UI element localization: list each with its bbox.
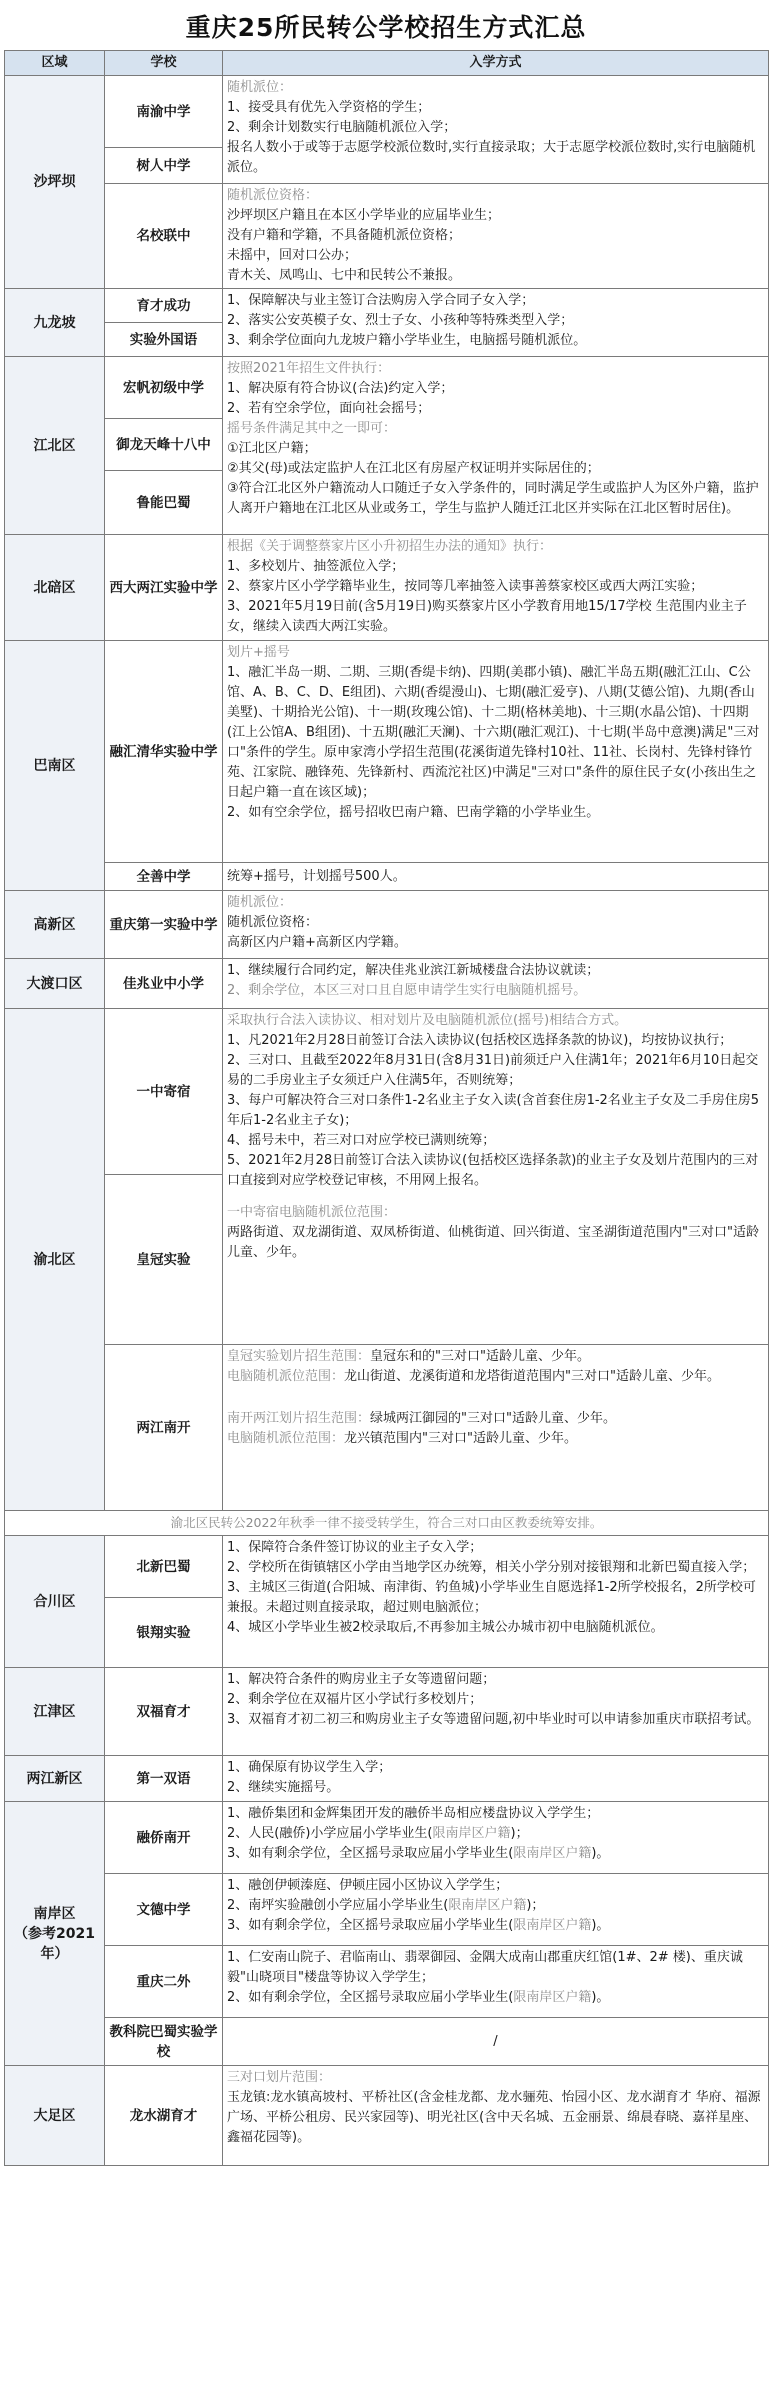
method-cell bbox=[223, 1874, 769, 1946]
region-label: 南岸区 bbox=[33, 1905, 76, 1922]
school-cell: 双福育才 bbox=[105, 1668, 223, 1756]
method-line: 3、每户可解决符合三对口条件1-2名业主子女入读(含首套住房1-2名业主子女及二手房住房5年后1-2名业主子女)； bbox=[227, 1093, 760, 1128]
method-line: 4、摇号未中，若三对口对应学校已满则统筹； bbox=[227, 1133, 496, 1148]
method-line: 一中寄宿电脑随机派位范围： bbox=[227, 1205, 397, 1220]
method-cell bbox=[223, 1946, 769, 2018]
method-line-end: )。 bbox=[591, 1846, 610, 1861]
method-line: 2、人民(融侨)小学应届小学毕业生( bbox=[227, 1826, 433, 1841]
method-line: 5、2021年2月28日前签订合法入读协议(包括校区选择条款)的业主子女及划片范围内的三对口直接到对应学校登记审核，不用网上报名。 bbox=[227, 1153, 759, 1188]
table-row bbox=[5, 1946, 769, 2018]
school-cell: 树人中学 bbox=[105, 148, 223, 184]
method-line: 2、落实公安英模子女、烈士子女、小孩种等特殊类型入学； bbox=[227, 313, 574, 328]
method-line: 根据《关于调整蔡家片区小升初招生办法的通知》执行： bbox=[227, 539, 553, 554]
region-cell: 渝北区 bbox=[5, 1009, 105, 1511]
region-cell: 江北区 bbox=[5, 357, 105, 535]
household-restriction: 限南岸区户籍 bbox=[513, 1846, 592, 1861]
method-line: 1、凡2021年2月28日前签订合法入读协议(包括校区选择条款的协议)，均按协议执行； bbox=[227, 1033, 733, 1048]
table-row bbox=[5, 1009, 769, 1175]
method-line: 2、蔡家片区小学学籍毕业生，按同等几率抽签入读事善蔡家校区或西大两江实验； bbox=[227, 579, 704, 594]
region-cell bbox=[5, 1802, 105, 2066]
school-cell: 融侨南开 bbox=[105, 1802, 223, 1874]
method-line: 3、如有剩余学位，全区摇号录取应届小学毕业生( bbox=[227, 1846, 514, 1861]
method-line: 三对口划片范围： bbox=[227, 2070, 332, 2085]
table-row bbox=[5, 641, 769, 863]
region-cell: 江津区 bbox=[5, 1668, 105, 1756]
method-line: 青木关、凤鸣山、七中和民转公不兼报。 bbox=[227, 268, 462, 283]
method-line: 没有户籍和学籍，不具备随机派位资格； bbox=[227, 228, 462, 243]
method-cell bbox=[223, 891, 769, 959]
method-line: 3、2021年5月19日前(含5月19日)购买蔡家片区小学教育用地15/17学校 生范围内业主子女，继续入读西大两江实验。 bbox=[227, 599, 747, 634]
school-cell: 佳兆业中小学 bbox=[105, 959, 223, 1009]
method-line: 1、融汇半岛一期、二期、三期(香缇卡纳)、四期(美郡小镇)、融汇半岛五期(融汇江山、C公馆、A、B、C、D、E组团)、六期(香缇漫山)、七期(融汇爱亨)、八期(艾德公馆)、九期(香山美墅)、十期拾光公馆)、十一期(玫瑰公馆)、十二期(格林美地)、十三期(水晶公馆)、十四期(江上公馆A、B组团)、十五期(融汇天澜)、十六期(融汇观江)、十七期(半岛中意澳)满足"三对口"条件的学生。原申家湾小学招生范围(花溪街道先锋村10社、11社、长岗村、先锋村锋竹苑、江家院、融锋苑、先锋新村、西流沱社区)中满足"三对口"条件的原住民子女(小孩出生之日起户籍一直在该区域)； bbox=[227, 665, 760, 800]
school-cell: 鲁能巴蜀 bbox=[105, 471, 223, 535]
method-line: 1、仁安南山院子、君临南山、翡翠御园、金隅大成南山郡重庆红馆(1#、2# 楼)、重庆诚毅"山晓项目"楼盘等协议入学学生； bbox=[227, 1950, 743, 1985]
method-line: 2、三对口、且截至2022年8月31日(含8月31日)前须迁户入住满1年；2021年6月10日起交易的二手房业主子女须迁户入住满5年，否则统筹； bbox=[227, 1053, 759, 1088]
school-cell: 名校联中 bbox=[105, 184, 223, 289]
header-method: 入学方式 bbox=[223, 51, 769, 76]
method-line: 沙坪坝区户籍且在本区小学毕业的应届毕业生； bbox=[227, 208, 501, 223]
region-cell: 大足区 bbox=[5, 2066, 105, 2166]
school-cell: 龙水湖育才 bbox=[105, 2066, 223, 2166]
school-cell: 全善中学 bbox=[105, 863, 223, 891]
method-line-end: )。 bbox=[591, 1990, 610, 2005]
school-cell: 宏帆初级中学 bbox=[105, 357, 223, 419]
method-line-end: )； bbox=[510, 1826, 529, 1841]
method-line: 1、继续履行合同约定，解决佳兆业滨江新城楼盘合法协议就读； bbox=[227, 963, 600, 978]
method-line: 3、双福育才初二初三和购房业主子女等遗留问题,初中毕业时可以申请参加重庆市联招考试。 bbox=[227, 1712, 760, 1727]
method-line: 3、剩余学位面向九龙坡户籍小学毕业生，电脑摇号随机派位。 bbox=[227, 333, 587, 348]
method-line: 随机派位资格： bbox=[227, 915, 319, 930]
method-line: 2、剩余计划数实行电脑随机派位入学； bbox=[227, 120, 457, 135]
household-restriction: 限南岸区户籍 bbox=[448, 1898, 527, 1913]
admissions-table bbox=[4, 50, 769, 2166]
method-line: 1、融创伊顿溱庭、伊顿庄园小区协议入学学生； bbox=[227, 1878, 509, 1893]
method-line: 3、如有剩余学位，全区摇号录取应届小学毕业生( bbox=[227, 1918, 514, 1933]
yubei-note: 渝北区民转公2022年秋季一律不接受转学生，符合三对口由区教委统筹安排。 bbox=[5, 1511, 769, 1536]
method-line: 南开两江划片招生范围： bbox=[227, 1411, 371, 1426]
table-row bbox=[5, 959, 769, 1009]
note-row bbox=[5, 1511, 769, 1536]
school-cell: 皇冠实验 bbox=[105, 1175, 223, 1345]
method-cell: / bbox=[223, 2018, 769, 2066]
region-cell: 沙坪坝 bbox=[5, 76, 105, 289]
table-row bbox=[5, 1756, 769, 1802]
method-line: 随机派位： bbox=[227, 895, 293, 910]
region-cell: 高新区 bbox=[5, 891, 105, 959]
region-cell: 大渡口区 bbox=[5, 959, 105, 1009]
method-line: 2、如有剩余学位，全区摇号录取应届小学毕业生( bbox=[227, 1990, 514, 2005]
table-row bbox=[5, 535, 769, 641]
method-line: 1、确保原有协议学生入学； bbox=[227, 1760, 392, 1775]
table-row bbox=[5, 2066, 769, 2166]
school-cell: 重庆二外 bbox=[105, 1946, 223, 2018]
table-row bbox=[5, 863, 769, 891]
method-cell bbox=[223, 2066, 769, 2166]
table-row bbox=[5, 357, 769, 419]
region-cell: 北碚区 bbox=[5, 535, 105, 641]
method-line: 2、学校所在街镇辖区小学由当地学区办统筹，相关小学分别对接银翔和北新巴蜀直接入学； bbox=[227, 1560, 756, 1575]
school-cell: 南渝中学 bbox=[105, 76, 223, 148]
method-line: 按照2021年招生文件执行： bbox=[227, 361, 391, 376]
method-cell bbox=[223, 1756, 769, 1802]
school-cell: 文德中学 bbox=[105, 1874, 223, 1946]
table-row bbox=[5, 1874, 769, 1946]
method-line: 1、多校划片、抽签派位入学； bbox=[227, 559, 405, 574]
table-row bbox=[5, 76, 769, 148]
method-line: 1、解决符合条件的购房业主子女等遗留问题； bbox=[227, 1672, 496, 1687]
method-cell bbox=[223, 357, 769, 535]
method-line: 采取执行合法入读协议、相对划片及电脑随机派位(摇号)相结合方式。 bbox=[227, 1013, 628, 1028]
table-row bbox=[5, 1668, 769, 1756]
method-cell bbox=[223, 76, 769, 184]
school-cell: 北新巴蜀 bbox=[105, 1536, 223, 1598]
method-cell bbox=[223, 184, 769, 289]
method-line: 1、保障解决与业主签订合法购房入学合同子女入学； bbox=[227, 293, 535, 308]
household-restriction: 限南岸区户籍 bbox=[513, 1990, 592, 2005]
method-cell bbox=[223, 535, 769, 641]
region-cell: 九龙坡 bbox=[5, 289, 105, 357]
method-line-end: )。 bbox=[591, 1918, 610, 1933]
method-cell bbox=[223, 1345, 769, 1511]
method-line: 龙山街道、龙溪街道和龙塔街道范围内"三对口"适龄儿童、少年。 bbox=[344, 1369, 720, 1384]
method-line: 2、南坪实验融创小学应届小学毕业生( bbox=[227, 1898, 449, 1913]
method-line: 皇冠实验划片招生范围： bbox=[227, 1349, 371, 1364]
region-cell: 巴南区 bbox=[5, 641, 105, 891]
method-line: 龙兴镇范围内"三对口"适龄儿童、少年。 bbox=[344, 1431, 577, 1446]
method-line: 皇冠东和的"三对口"适龄儿童、少年。 bbox=[370, 1349, 590, 1364]
method-cell bbox=[223, 1802, 769, 1874]
region-cell: 合川区 bbox=[5, 1536, 105, 1668]
method-line: 玉龙镇:龙水镇高坡村、平桥社区(含金桂龙都、龙水骊苑、怡园小区、龙水湖育才 华府、福源广场、平桥公租房、民兴家园等)、明光社区(含中天名城、五金丽景、绵晨春晓、嘉祥星座、鑫福花园等)。 bbox=[227, 2090, 761, 2145]
method-line: 随机派位： bbox=[227, 80, 293, 95]
region-cell: 两江新区 bbox=[5, 1756, 105, 1802]
page-title: 重庆25所民转公学校招生方式汇总 bbox=[185, 13, 587, 42]
method-line: 随机派位资格： bbox=[227, 188, 319, 203]
method-line: 4、城区小学毕业生被2校录取后,不再参加主城公办城市初中电脑随机派位。 bbox=[227, 1620, 664, 1635]
method-cell bbox=[223, 1536, 769, 1668]
method-line: 报名人数小于或等于志愿学校派位数时,实行直接录取；大于志愿学校派位数时,实行电脑随机派位。 bbox=[227, 140, 756, 175]
method-line: 电脑随机派位范围： bbox=[227, 1431, 345, 1446]
method-line: 两路街道、双龙湖街道、双凤桥街道、仙桃街道、回兴街道、宝圣湖街道范围内"三对口"适龄儿童、少年。 bbox=[227, 1225, 759, 1260]
school-cell: 两江南开 bbox=[105, 1345, 223, 1511]
school-cell: 第一双语 bbox=[105, 1756, 223, 1802]
method-cell: 统筹+摇号，计划摇号500人。 bbox=[223, 863, 769, 891]
table-row bbox=[5, 289, 769, 323]
method-line: 1、融侨集团和金辉集团开发的融侨半岛相应楼盘协议入学学生； bbox=[227, 1806, 600, 1821]
school-cell: 实验外国语 bbox=[105, 323, 223, 357]
method-cell bbox=[223, 289, 769, 357]
method-line: 2、如有空余学位，摇号招收巴南户籍、巴南学籍的小学毕业生。 bbox=[227, 805, 600, 820]
method-line: 3、主城区三街道(合阳城、南津街、钓鱼城)小学毕业生自愿选择1-2所学校报名，2所学校可兼报。未超过则直接录取，超过则电脑派位； bbox=[227, 1580, 756, 1615]
table-row bbox=[5, 891, 769, 959]
method-line: 高新区内户籍+高新区内学籍。 bbox=[227, 935, 407, 950]
header-region: 区域 bbox=[5, 51, 105, 76]
table-row bbox=[5, 184, 769, 289]
school-cell: 御龙天峰十八中 bbox=[105, 419, 223, 471]
method-line: 电脑随机派位范围： bbox=[227, 1369, 345, 1384]
method-cell bbox=[223, 1668, 769, 1756]
method-line: 1、接受具有优先入学资格的学生； bbox=[227, 100, 431, 115]
table-row bbox=[5, 2018, 769, 2066]
table-row bbox=[5, 1802, 769, 1874]
household-restriction: 限南岸区户籍 bbox=[432, 1826, 511, 1841]
method-line: 1、解决原有符合协议(合法)约定入学； bbox=[227, 381, 454, 396]
method-line: 绿城两江御园的"三对口"适龄儿童、少年。 bbox=[370, 1411, 616, 1426]
method-line: 摇号条件满足其中之一即可： bbox=[227, 421, 397, 436]
table-header-row bbox=[5, 51, 769, 76]
school-cell: 教科院巴蜀实验学校 bbox=[105, 2018, 223, 2066]
school-cell: 一中寄宿 bbox=[105, 1009, 223, 1175]
header-school: 学校 bbox=[105, 51, 223, 76]
method-line-end: )； bbox=[526, 1898, 545, 1913]
method-line: 1、保障符合条件签订协议的业主子女入学； bbox=[227, 1540, 483, 1555]
school-cell: 育才成功 bbox=[105, 289, 223, 323]
method-line: ③符合江北区外户籍流动人口随迁子女入学条件的，同时满足学生或监护人为区外户籍，监护人离开户籍地在江北区从业或务工，学生与监护人随迁江北区并实际在江北区暂时居住)。 bbox=[227, 481, 759, 516]
method-cell bbox=[223, 641, 769, 863]
table-row bbox=[5, 1345, 769, 1511]
school-cell: 融汇清华实验中学 bbox=[105, 641, 223, 863]
method-cell bbox=[223, 1009, 769, 1345]
method-line: ②其父(母)或法定监护人在江北区有房屋产权证明并实际居住的； bbox=[227, 461, 600, 476]
method-cell bbox=[223, 959, 769, 1009]
table-row bbox=[5, 1536, 769, 1598]
region-note: （参考2021年） bbox=[14, 1925, 95, 1962]
method-line: 划片+摇号 bbox=[227, 645, 290, 660]
school-cell: 银翔实验 bbox=[105, 1598, 223, 1668]
method-line: 2、继续实施摇号。 bbox=[227, 1780, 340, 1795]
method-line: ①江北区户籍； bbox=[227, 441, 317, 456]
method-line: 未摇中，回对口公办； bbox=[227, 248, 358, 263]
school-cell: 重庆第一实验中学 bbox=[105, 891, 223, 959]
method-line: 2、剩余学位，本区三对口且自愿申请学生实行电脑随机摇号。 bbox=[227, 983, 587, 998]
household-restriction: 限南岸区户籍 bbox=[513, 1918, 592, 1933]
school-cell: 西大两江实验中学 bbox=[105, 535, 223, 641]
method-line: 2、若有空余学位，面向社会摇号； bbox=[227, 401, 431, 416]
method-line: 2、剩余学位在双福片区小学试行多校划片； bbox=[227, 1692, 483, 1707]
